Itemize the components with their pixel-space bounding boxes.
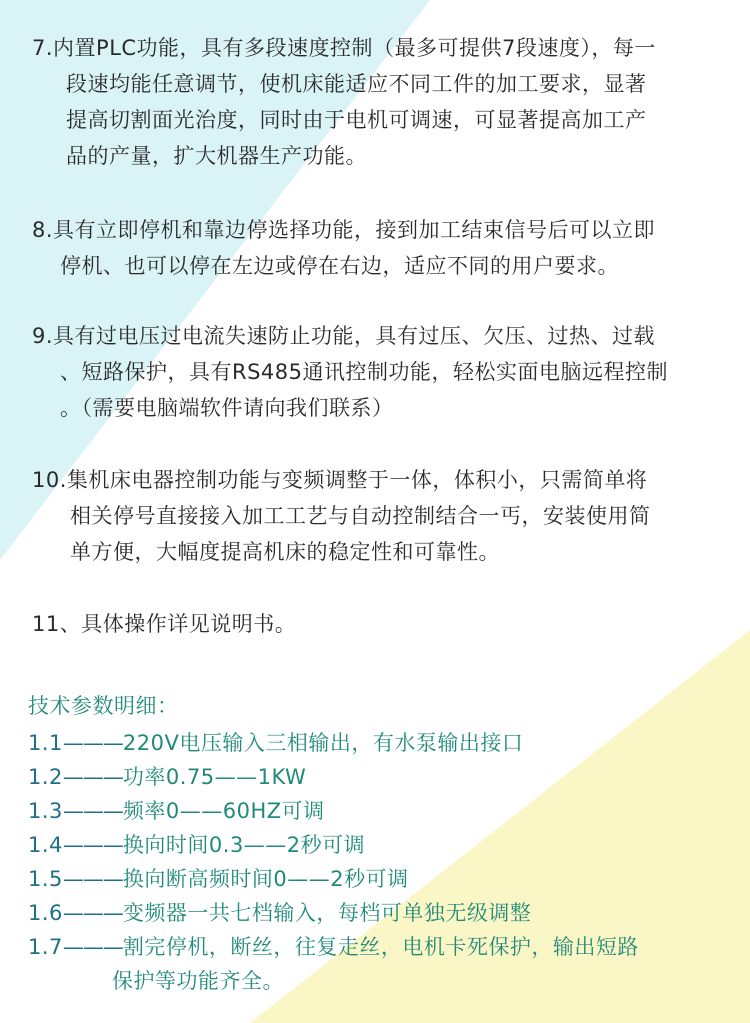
spec-item-1-1 (28, 726, 728, 760)
spec-num: 1.4 (28, 833, 63, 857)
spec-item-1-6 (28, 896, 728, 930)
spec-item-1-4 (28, 828, 728, 862)
spec-text: 割完停机，断丝，往复走丝，电机卡死保护，输出短路 (122, 935, 639, 959)
feature-7-line-1: 7.内置PLC功能，具有多段速度控制（最多可提供7段速度），每一 (32, 36, 656, 60)
spec-dash: ——— (62, 833, 123, 857)
spec-num: 1.2 (28, 765, 63, 789)
feature-10-line-3: 单方便，大幅度提高机床的稳定性和可靠性。 (70, 540, 500, 564)
spec-dash: ——— (62, 935, 123, 959)
spec-title: 技术参数明细： (28, 694, 179, 718)
spec-item-1-5 (28, 862, 728, 896)
feature-7-line-3: 提高切割面光治度，同时由于电机可调速，可显著提高加工产 (66, 108, 647, 132)
spec-item-1-3 (28, 794, 728, 828)
spec-num: 1.6 (28, 901, 63, 925)
spec-num: 1.3 (28, 799, 63, 823)
feature-11 (32, 606, 732, 642)
spec-text: 换向时间0.3——2秒可调 (122, 833, 366, 857)
spec-dash: ——— (62, 799, 123, 823)
spec-dash: ——— (62, 901, 123, 925)
feature-8-line-1: 8.具有立即停机和靠边停选择功能，接到加工结束信号后可以立即 (32, 218, 656, 242)
feature-10-line-1: 10.集机床电器控制功能与变频调整于一体，体积小，只需简单将 (32, 468, 648, 492)
spec-dash: ——— (62, 731, 123, 755)
spec-item-1-7-continued: 保护等功能齐全。 (112, 969, 284, 993)
feature-8 (32, 212, 732, 284)
spec-dash: ——— (62, 867, 123, 891)
spec-text: 频率0——60HZ可调 (122, 799, 325, 823)
spec-item-1-2 (28, 760, 728, 794)
feature-7 (32, 30, 732, 174)
feature-10-line-2: 相关停号直接接入加工工艺与自动控制结合一丐，安装使用简 (70, 504, 651, 528)
spec-list (28, 726, 728, 998)
spec-item-1-7 (28, 930, 728, 964)
spec-dash: ——— (62, 765, 123, 789)
feature-10 (32, 462, 732, 570)
spec-text: 220V电压输入三相输出，有水泵输出接口 (122, 731, 524, 755)
feature-9 (32, 318, 732, 426)
spec-text: 变频器一共七档输入，每档可单独无级调整 (122, 901, 532, 925)
feature-8-line-2: 停机、也可以停在左边或停在右边，适应不同的用户要求。 (60, 254, 619, 278)
feature-7-line-4: 品的产量，扩大机器生产功能。 (66, 144, 367, 168)
spec-num: 1.7 (28, 935, 63, 959)
spec-num: 1.5 (28, 867, 63, 891)
spec-text: 功率0.75——1KW (122, 765, 307, 789)
spec-text: 换向断高频时间0——2秒可调 (122, 867, 409, 891)
feature-11-line-1: 11、具体操作详见说明书。 (32, 612, 297, 636)
feature-9-line-1: 9.具有过电压过电流失速防止功能，具有过压、欠压、过热、过载 (32, 324, 656, 348)
feature-7-line-2: 段速均能任意调节，使机床能适应不同工件的加工要求，显著 (66, 72, 647, 96)
feature-9-line-2: 、短路保护，具有RS485通讯控制功能，轻松实面电脑远程控制 (60, 360, 669, 384)
spec-num: 1.1 (28, 731, 63, 755)
feature-9-line-3: 。（需要电脑端软件请向我们联系） (60, 396, 394, 420)
